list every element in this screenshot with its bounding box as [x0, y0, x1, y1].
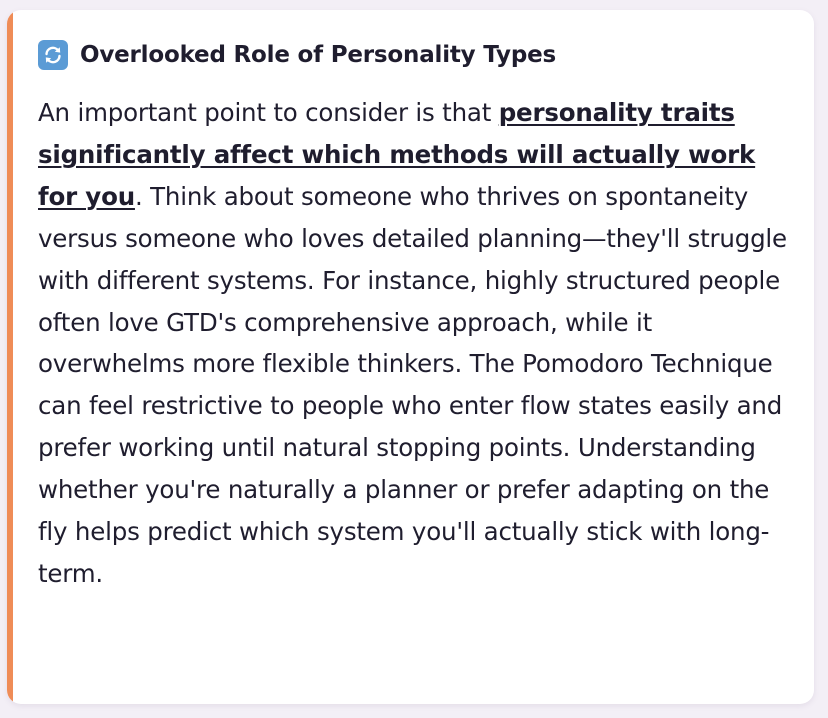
card-heading — [38, 40, 556, 70]
insight-card — [7, 10, 814, 704]
body-emphasis: personality traits significantly affect which methods will actually work for you — [38, 98, 756, 211]
card-title: Overlooked Role of Personality Types — [80, 42, 556, 68]
refresh-arrows-icon — [38, 40, 68, 70]
body-rest: . Think about someone who thrives on spontaneity versus someone who loves detailed planning—they'll struggle with different systems. For instance, highly structured people often love GTD's comprehensive approach, while it overwhelms more flexible thinkers. The Pomodoro Technique can feel restrictive to people who enter flow states easily and prefer working until natural stopping points. Understanding whether you're naturally a planner or prefer adapting on the fly helps predict which system you'll actually stick with long-term. — [38, 181, 787, 588]
card-body — [38, 92, 798, 595]
accent-bar — [7, 10, 13, 704]
body-intro: An important point to consider is that — [38, 98, 499, 127]
